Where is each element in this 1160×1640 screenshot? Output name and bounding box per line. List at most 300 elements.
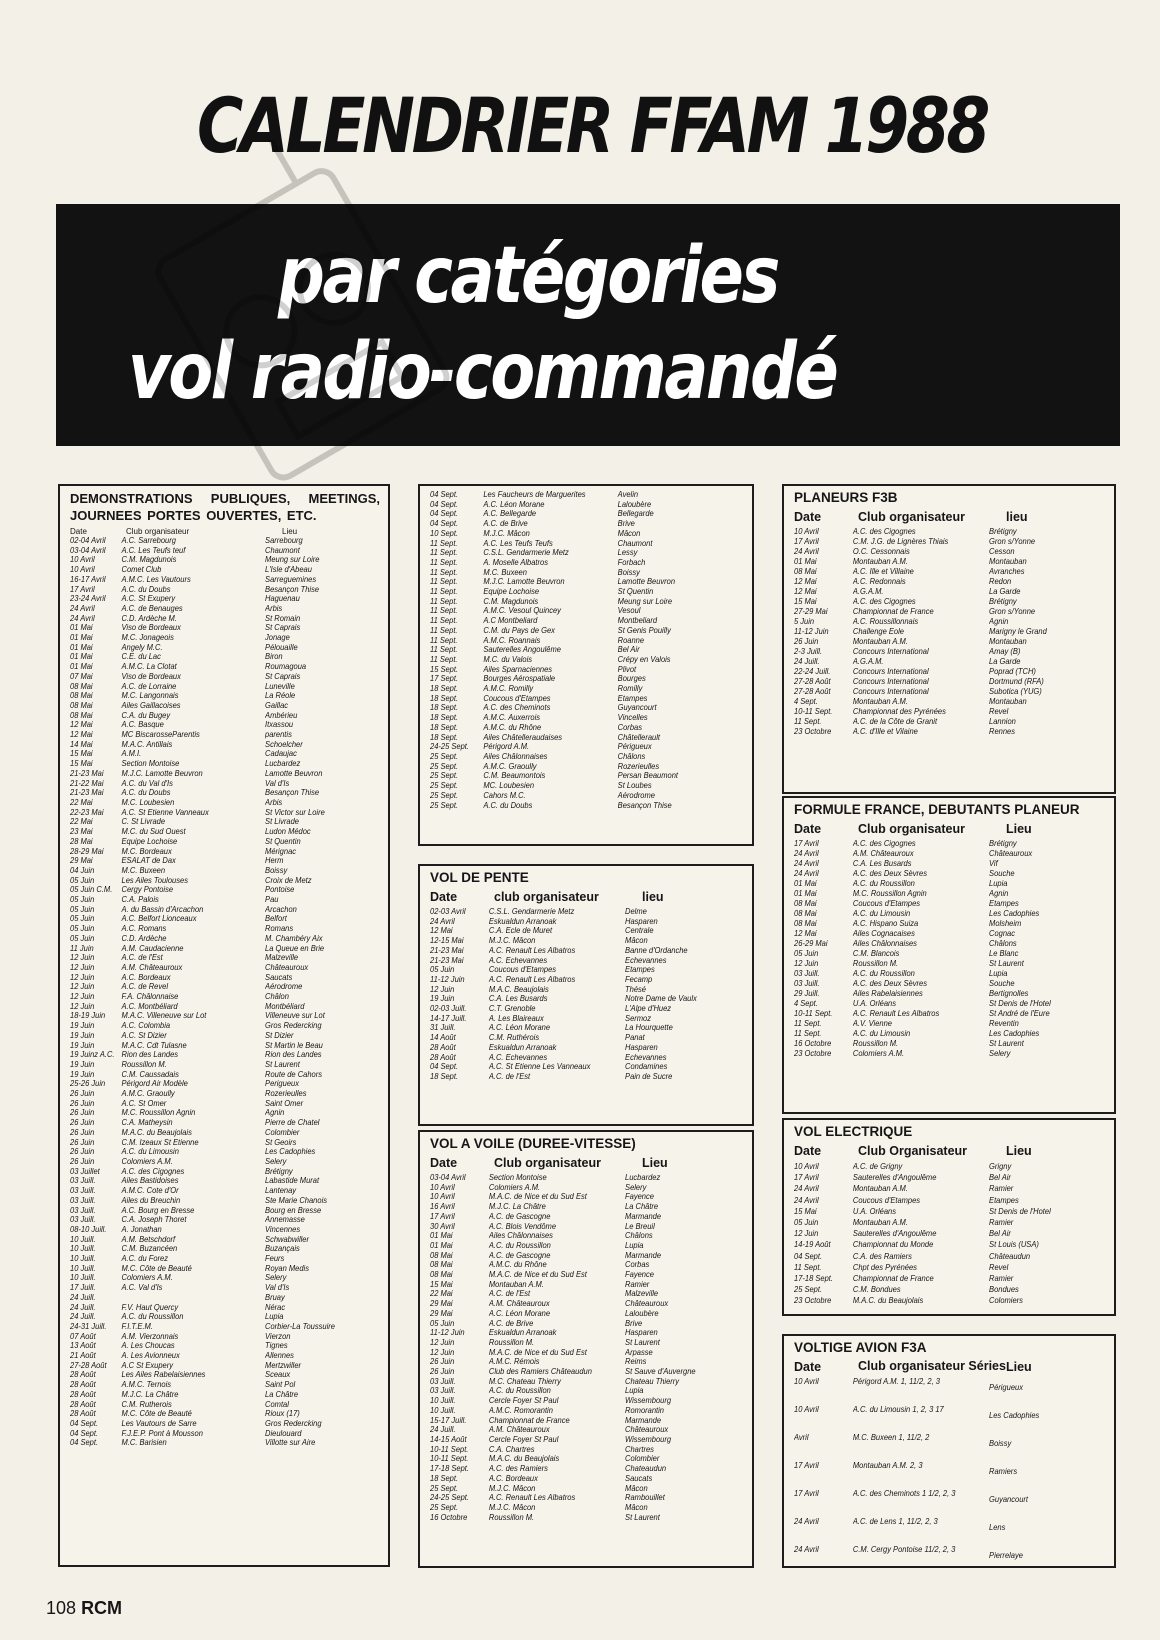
row-date: 25 Sept. bbox=[430, 1483, 459, 1493]
row-lieu: Les Cadophies bbox=[989, 909, 1040, 918]
table-row bbox=[70, 1196, 355, 1206]
row-club: C.M. J.G. de Lignères Thiais bbox=[852, 537, 949, 546]
table-row bbox=[430, 1406, 719, 1416]
row-date: 25 Sept. bbox=[430, 751, 459, 761]
row-date: 03 Juill. bbox=[70, 1186, 96, 1196]
row-club: C.A. des Ramiers bbox=[852, 1251, 912, 1261]
row-lieu: Colomiers bbox=[989, 1296, 1023, 1306]
row-club: M.C. du Valois bbox=[483, 654, 533, 664]
row-lieu: Revel bbox=[989, 707, 1009, 716]
row-lieu: Châteauroux bbox=[265, 962, 309, 972]
table-row bbox=[70, 905, 355, 915]
row-club: A.C. du Limousin 1, 2, 3 17 bbox=[852, 1405, 944, 1414]
table-row bbox=[70, 982, 355, 992]
row-date: 22 Mai bbox=[70, 797, 93, 807]
table-row bbox=[430, 703, 719, 713]
table-row bbox=[794, 587, 1081, 597]
row-lieu: Avelin bbox=[617, 490, 639, 499]
formule-france-rows bbox=[794, 839, 1106, 1059]
row-date: 12 Juin bbox=[70, 962, 95, 972]
row-lieu: Nérac bbox=[265, 1302, 286, 1312]
row-lieu: Meung sur Loire bbox=[617, 596, 673, 606]
table-row bbox=[430, 1053, 719, 1063]
row-lieu: Cognac bbox=[989, 929, 1016, 938]
row-lieu: Comtal bbox=[265, 1399, 289, 1409]
table-row bbox=[70, 691, 355, 701]
row-club: C.M. du Pays de Gex bbox=[483, 625, 555, 635]
row-lieu: Bel Air bbox=[617, 645, 640, 655]
row-date: 16-17 Avril bbox=[70, 574, 106, 584]
row-lieu: Mertzwiller bbox=[265, 1360, 302, 1370]
table-row bbox=[794, 969, 1081, 979]
row-date: 04 Sept. bbox=[430, 1062, 459, 1072]
row-date: 26 Juin bbox=[794, 637, 819, 646]
row-club: Colomiers A.M. bbox=[121, 1157, 173, 1166]
row-club: Sauterelles Angoulême bbox=[483, 645, 561, 655]
row-lieu: Herm bbox=[265, 856, 284, 866]
row-date: 05 Juin bbox=[794, 1218, 819, 1228]
row-club: Ailes Sparnaciennes bbox=[483, 664, 553, 674]
row-lieu: St Sauve d'Auvergne bbox=[625, 1367, 696, 1377]
table-row bbox=[794, 717, 1081, 727]
row-lieu: Arpasse bbox=[625, 1347, 653, 1357]
row-club: A. du Bassin d'Arcachon bbox=[121, 904, 204, 914]
row-club: Roussillon M. bbox=[488, 1512, 535, 1522]
table-row bbox=[794, 1019, 1081, 1029]
row-club: A.C. du Val d'Is bbox=[121, 778, 173, 788]
row-club: A.C. du Roussillon bbox=[488, 1386, 551, 1396]
table-row bbox=[794, 1461, 1081, 1489]
table-row bbox=[430, 1377, 719, 1387]
row-lieu: Brive bbox=[625, 1318, 643, 1328]
table-row bbox=[430, 1328, 719, 1338]
row-club: M.C. Côte de Beauté bbox=[121, 1409, 192, 1419]
row-club: A.M.C. Graoully bbox=[121, 1089, 175, 1099]
row-date: 12 Juin bbox=[794, 1229, 819, 1239]
table-row bbox=[70, 1021, 355, 1031]
row-date: 27-28 Août bbox=[70, 1360, 107, 1370]
row-date: 01 Mai bbox=[794, 879, 817, 888]
col-club: Club organisateur bbox=[126, 527, 190, 536]
row-lieu: Bel Air bbox=[989, 1173, 1011, 1183]
row-date: 12 Mai bbox=[794, 929, 817, 938]
row-lieu: Marigny le Grand bbox=[989, 627, 1047, 636]
row-lieu: Selery bbox=[265, 1157, 287, 1166]
row-date: 26 Juin bbox=[70, 1137, 95, 1147]
row-club: Eskualdun Arranoak bbox=[488, 1328, 557, 1338]
table-row bbox=[430, 762, 719, 772]
table-row bbox=[794, 1295, 1081, 1306]
row-lieu: Arcachon bbox=[265, 904, 297, 914]
row-date: 03 Juill. bbox=[430, 1386, 456, 1396]
table-row bbox=[430, 1004, 719, 1014]
row-date: 12 Juin bbox=[430, 984, 455, 994]
table-row bbox=[70, 1167, 355, 1177]
row-lieu: Val d'Is bbox=[265, 778, 290, 788]
row-lieu: Corbas bbox=[617, 722, 642, 732]
row-lieu: Pontoise bbox=[265, 885, 295, 895]
row-lieu: Bertignolles bbox=[989, 989, 1029, 998]
table-row bbox=[794, 617, 1081, 627]
row-date: 10 Avril bbox=[430, 1182, 455, 1192]
row-date: 15-17 Juill. bbox=[430, 1415, 467, 1425]
row-lieu: Lannion bbox=[989, 717, 1016, 726]
row-date: 25 Sept. bbox=[430, 790, 459, 800]
table-row bbox=[794, 1262, 1081, 1273]
table-row bbox=[430, 684, 719, 694]
row-lieu: Gros Redercking bbox=[265, 1418, 322, 1428]
row-lieu: Lamotte Beuvron bbox=[617, 577, 676, 587]
row-club: Concours International bbox=[852, 677, 929, 686]
table-row bbox=[70, 1099, 355, 1109]
row-date: 25 Sept. bbox=[430, 800, 459, 810]
row-lieu: Wissembourg bbox=[625, 1396, 672, 1406]
table-row bbox=[430, 1503, 719, 1513]
row-date: 18 Sept. bbox=[430, 1473, 459, 1483]
table-row bbox=[430, 985, 719, 995]
table-row bbox=[430, 975, 719, 985]
table-row bbox=[794, 999, 1081, 1009]
row-lieu: Corbier-La Toussuire bbox=[265, 1321, 335, 1331]
subtitle-line-2: vol radio-commandé bbox=[128, 327, 837, 417]
row-date: 24 Juill. bbox=[70, 1302, 96, 1312]
table-row bbox=[794, 647, 1081, 657]
row-lieu: La Garde bbox=[989, 587, 1021, 596]
row-club: A.M. Châteauroux bbox=[852, 849, 914, 858]
row-lieu: Echevannes bbox=[625, 1052, 667, 1062]
table-row bbox=[70, 1157, 355, 1167]
row-club: A.C. Renault Les Albatros bbox=[852, 1009, 940, 1018]
row-lieu: Royan Medis bbox=[265, 1263, 310, 1273]
row-lieu: Malzeville bbox=[265, 953, 299, 963]
table-row bbox=[430, 1435, 719, 1445]
row-club: A.G.A.M. bbox=[852, 587, 884, 596]
table-row bbox=[70, 565, 355, 575]
row-date: 10 Juill. bbox=[70, 1254, 96, 1264]
demonstrations-continued-rows bbox=[430, 490, 744, 810]
row-club: Montauban A.M. bbox=[852, 557, 908, 566]
row-date: 12 Mai bbox=[430, 926, 453, 936]
row-date: 12 Mai bbox=[70, 730, 93, 740]
row-lieu: Rambouillet bbox=[625, 1493, 665, 1503]
row-date: 13 Août bbox=[70, 1341, 96, 1351]
table-row bbox=[794, 1517, 1081, 1545]
row-lieu: Romans bbox=[265, 924, 294, 934]
row-club: A.C. des Deux Sèvres bbox=[852, 869, 927, 878]
row-lieu: St Laurent bbox=[989, 1039, 1024, 1048]
row-lieu: Tignes bbox=[265, 1341, 288, 1351]
table-row bbox=[70, 953, 355, 963]
row-date: 22 Mai bbox=[430, 1289, 453, 1299]
row-club: M.J.C. Mâcon bbox=[488, 1502, 536, 1512]
table-row bbox=[794, 637, 1081, 647]
table-row bbox=[794, 1039, 1081, 1049]
row-date: 27-29 Mai bbox=[794, 607, 828, 616]
page-title: CALENDRIER FFAM 1988 bbox=[196, 81, 987, 170]
row-club: Concours International bbox=[852, 687, 929, 696]
row-lieu: Gros Redercking bbox=[265, 1021, 322, 1031]
row-date: 27-28 Août bbox=[794, 687, 831, 696]
row-club: F.A. Châlonnaise bbox=[121, 992, 179, 1002]
row-date: 4 Sept. bbox=[794, 697, 818, 706]
table-row bbox=[430, 1260, 719, 1270]
row-date: 08-10 Juill. bbox=[70, 1224, 107, 1234]
row-club: A.M.C. La Clotat bbox=[121, 662, 177, 672]
row-lieu: Lucbardez bbox=[265, 759, 301, 769]
table-row bbox=[70, 885, 355, 895]
row-lieu: Notre Dame de Vaulx bbox=[625, 994, 697, 1004]
row-lieu: Selery bbox=[989, 1049, 1011, 1058]
row-date: 04 Sept. bbox=[70, 1428, 99, 1438]
row-club: A. Jonathan bbox=[121, 1224, 162, 1234]
row-lieu: Rioux (17) bbox=[265, 1409, 300, 1419]
row-lieu: Malzeville bbox=[625, 1289, 659, 1299]
table-row bbox=[794, 527, 1081, 537]
row-lieu: Le Breuil bbox=[625, 1221, 655, 1231]
row-club: C.A. Chartres bbox=[488, 1444, 535, 1454]
row-date: 11 Sept. bbox=[430, 606, 458, 616]
row-club: Championnat du Monde bbox=[852, 1240, 934, 1250]
row-club: M.A.C. Villeneuve sur Lot bbox=[121, 1011, 207, 1021]
row-lieu: Arbis bbox=[265, 797, 283, 807]
row-lieu: Feurs bbox=[265, 1254, 285, 1264]
table-row bbox=[70, 876, 355, 886]
row-date: 23 Octobre bbox=[794, 1049, 832, 1058]
row-date: 10 Avril bbox=[70, 565, 95, 575]
row-club: Coucous d'Etampes bbox=[483, 693, 551, 703]
row-date: 10-11 Sept. bbox=[794, 1009, 833, 1018]
table-row bbox=[70, 856, 355, 866]
row-lieu: St Romain bbox=[265, 613, 301, 623]
table-row bbox=[430, 1270, 719, 1280]
row-date: 28 Mai bbox=[70, 836, 93, 846]
table-row bbox=[794, 567, 1081, 577]
table-row bbox=[794, 627, 1081, 637]
row-lieu: Redon bbox=[989, 577, 1012, 586]
table-row bbox=[794, 1217, 1081, 1228]
row-date: 14-17 Juill. bbox=[430, 1013, 467, 1023]
row-club: U.A. Orléans bbox=[852, 1206, 897, 1216]
row-date: 21-22 Mai bbox=[70, 778, 104, 788]
col-lieu: Lieu bbox=[642, 1156, 668, 1170]
row-date: 26 Juin bbox=[70, 1157, 95, 1166]
row-date: 10-11 Sept. bbox=[794, 707, 833, 716]
row-club: C.D. Ardèche bbox=[121, 933, 167, 943]
row-date: 03 Juill. bbox=[70, 1215, 96, 1225]
row-club: Sauterelles d'Angoulême bbox=[852, 1229, 937, 1239]
row-lieu: Pau bbox=[265, 895, 279, 905]
table-row bbox=[430, 500, 719, 510]
row-date: 11 Sept. bbox=[430, 596, 458, 606]
row-club: Ailes Châlonnaises bbox=[488, 1231, 553, 1241]
row-date: Avril bbox=[794, 1433, 809, 1442]
row-lieu: Delme bbox=[625, 907, 647, 916]
row-club: M.A.C. du Beaujolais bbox=[488, 1454, 560, 1464]
row-date: 10 Juill. bbox=[70, 1273, 96, 1283]
row-date: 01 Mai bbox=[70, 652, 93, 662]
row-lieu: St Quentin bbox=[265, 836, 301, 846]
row-lieu: Agnin bbox=[265, 1108, 285, 1118]
table-row bbox=[430, 752, 719, 762]
row-date: 10 Avril bbox=[794, 1162, 819, 1171]
row-date: 29 Mai bbox=[70, 856, 93, 866]
row-club: M.A.C. Antillais bbox=[121, 739, 173, 749]
table-row bbox=[70, 934, 355, 944]
row-date: 18 Sept. bbox=[430, 703, 459, 713]
row-lieu: Souche bbox=[989, 869, 1015, 878]
row-lieu: St Livrade bbox=[265, 817, 299, 827]
row-date: 26 Juin bbox=[70, 1089, 95, 1099]
table-row bbox=[430, 791, 719, 801]
vol-electrique-rows bbox=[794, 1161, 1106, 1307]
row-date: 02-04 Avril bbox=[70, 536, 106, 545]
row-lieu: Etampes bbox=[625, 965, 655, 975]
row-lieu: Brive bbox=[617, 519, 635, 529]
row-lieu: Wissembourg bbox=[625, 1434, 672, 1444]
row-club: A.C. Romans bbox=[121, 924, 167, 934]
table-row bbox=[430, 1386, 719, 1396]
table-row bbox=[430, 1416, 719, 1426]
row-date: 11 Sept. bbox=[794, 717, 822, 726]
row-club: M.C. Roussillon Agnin bbox=[852, 889, 927, 898]
row-date: 18 Sept. bbox=[430, 732, 459, 742]
row-lieu: Subotica (YUG) bbox=[989, 687, 1042, 696]
row-club: A.M.C. Romorantin bbox=[488, 1405, 553, 1415]
row-lieu: Panat bbox=[625, 1033, 645, 1043]
row-club: A.C. de l'Est bbox=[488, 1071, 531, 1081]
row-club: A.C. Les Teufs teuf bbox=[121, 545, 186, 555]
row-date: 04 Sept. bbox=[430, 499, 459, 509]
row-date: 16 Octobre bbox=[794, 1039, 832, 1048]
row-club: Championnat des Pyrénées bbox=[852, 707, 946, 716]
row-date: 18-19 Juin bbox=[70, 1011, 106, 1021]
table-row bbox=[70, 1341, 355, 1351]
row-date: 28 Août bbox=[70, 1370, 96, 1380]
row-club: A.C. de Lorraine bbox=[121, 681, 177, 691]
row-lieu: Pélouaille bbox=[265, 642, 298, 652]
table-row bbox=[70, 1303, 355, 1313]
row-date: 26 Juin bbox=[70, 1108, 95, 1118]
row-club: Cergy Pontoise bbox=[121, 885, 174, 895]
row-lieu: Mâcon bbox=[625, 1502, 648, 1512]
row-lieu: Lupia bbox=[625, 1240, 644, 1250]
table-row bbox=[794, 1251, 1081, 1262]
row-date: 28 Août bbox=[70, 1409, 96, 1419]
row-lieu: Vincelles bbox=[617, 713, 648, 723]
row-lieu: Bruay bbox=[265, 1292, 285, 1302]
row-date: 24 Avril bbox=[794, 1184, 819, 1194]
row-lieu: Avranches bbox=[989, 567, 1025, 576]
table-row bbox=[70, 1409, 355, 1419]
table-row bbox=[794, 597, 1081, 607]
table-row bbox=[430, 1367, 719, 1377]
table-row bbox=[70, 682, 355, 692]
table-row bbox=[70, 1351, 355, 1361]
row-date: 11 Sept. bbox=[430, 645, 458, 655]
row-date: 03 Juill. bbox=[70, 1205, 96, 1215]
row-lieu: Banne d'Ordanche bbox=[625, 945, 688, 955]
table-header bbox=[794, 509, 1106, 525]
table-row bbox=[70, 1118, 355, 1128]
subtitle-line-1: par catégories bbox=[278, 231, 778, 321]
row-club: Championnat de France bbox=[488, 1415, 570, 1425]
row-club: A.C. Val d'Is bbox=[121, 1283, 163, 1293]
row-club: Equipe Lochoise bbox=[483, 587, 540, 597]
row-date: 10 Avril bbox=[430, 1192, 455, 1202]
table-row bbox=[430, 645, 719, 655]
row-club: A.C. Léon Morane bbox=[483, 499, 545, 509]
row-date: 19 Juin bbox=[70, 1059, 95, 1069]
planeurs-f3b-rows bbox=[794, 527, 1106, 737]
row-date: 11 Sept. bbox=[430, 616, 458, 626]
col-lieu: Lieu bbox=[1006, 1360, 1032, 1374]
row-lieu: Besançon Thise bbox=[617, 800, 672, 810]
row-date: 17 Avril bbox=[70, 584, 95, 594]
row-club: M.C. Langonnais bbox=[121, 691, 179, 701]
row-lieu: Les Cadophies bbox=[989, 1411, 1040, 1420]
table-row bbox=[794, 1284, 1081, 1295]
row-club bbox=[122, 1293, 266, 1303]
row-lieu: Chartres bbox=[625, 1444, 654, 1454]
row-club: A.M.C. Les Vautours bbox=[121, 574, 191, 584]
row-club: Chpt des Pyrénées bbox=[852, 1262, 917, 1272]
vol-voile-rows bbox=[430, 1173, 744, 1522]
row-club: Angely M.C. bbox=[121, 642, 163, 652]
row-date: 2-3 Juill. bbox=[794, 647, 823, 656]
row-club: U.A. Orléans bbox=[852, 999, 897, 1008]
row-club: C.A. Ecle de Muret bbox=[488, 926, 553, 936]
table-row bbox=[430, 1493, 719, 1503]
row-date: 16 Avril bbox=[430, 1202, 455, 1212]
row-lieu: St Victor sur Loire bbox=[265, 807, 325, 817]
row-lieu: L'Alpe d'Huez bbox=[625, 1004, 672, 1014]
row-lieu: Chaumont bbox=[265, 545, 300, 555]
row-lieu: Mâcon bbox=[617, 528, 641, 538]
row-lieu: Cadaujac bbox=[265, 749, 297, 759]
table-row bbox=[430, 1474, 719, 1484]
row-date: 28 Août bbox=[70, 1399, 96, 1409]
row-club: M.J.C. Lamotte Beuvron bbox=[121, 768, 203, 778]
table-row bbox=[430, 801, 719, 811]
row-club: A.C. du Roussillon bbox=[852, 969, 915, 978]
row-club: C.A. Matheysin bbox=[121, 1118, 173, 1128]
table-row bbox=[70, 643, 355, 653]
table-row bbox=[70, 973, 355, 983]
row-lieu: Besançon Thise bbox=[265, 584, 320, 594]
row-club: A.M.C. du Rhône bbox=[483, 722, 542, 732]
row-club: Roussillon M. bbox=[852, 959, 899, 968]
row-club: MC. Loubesien bbox=[483, 781, 535, 791]
row-lieu: Châlons bbox=[617, 751, 646, 761]
row-lieu: Châlons bbox=[625, 1231, 653, 1241]
row-club: C.A. Les Busards bbox=[488, 994, 548, 1004]
row-lieu: Vincennes bbox=[265, 1224, 301, 1234]
row-lieu: Montauban bbox=[989, 557, 1027, 566]
row-club: Cercle Foyer St Paul bbox=[488, 1434, 559, 1444]
table-row bbox=[70, 944, 355, 954]
row-date: 03-04 Avril bbox=[70, 545, 106, 555]
row-lieu: Centrale bbox=[625, 926, 654, 936]
table-row bbox=[70, 1060, 355, 1070]
table-row bbox=[70, 779, 355, 789]
row-lieu: Gron s/Yonne bbox=[989, 537, 1036, 546]
table-row bbox=[430, 519, 719, 529]
row-date: 12 Juin bbox=[430, 1337, 455, 1347]
row-date: 10 Juill. bbox=[70, 1234, 96, 1244]
row-club: Périgord A.M. bbox=[483, 742, 530, 752]
row-club: A.C. du Limousin bbox=[121, 1147, 179, 1157]
row-club: A.C. du Roussillon bbox=[121, 1312, 184, 1322]
